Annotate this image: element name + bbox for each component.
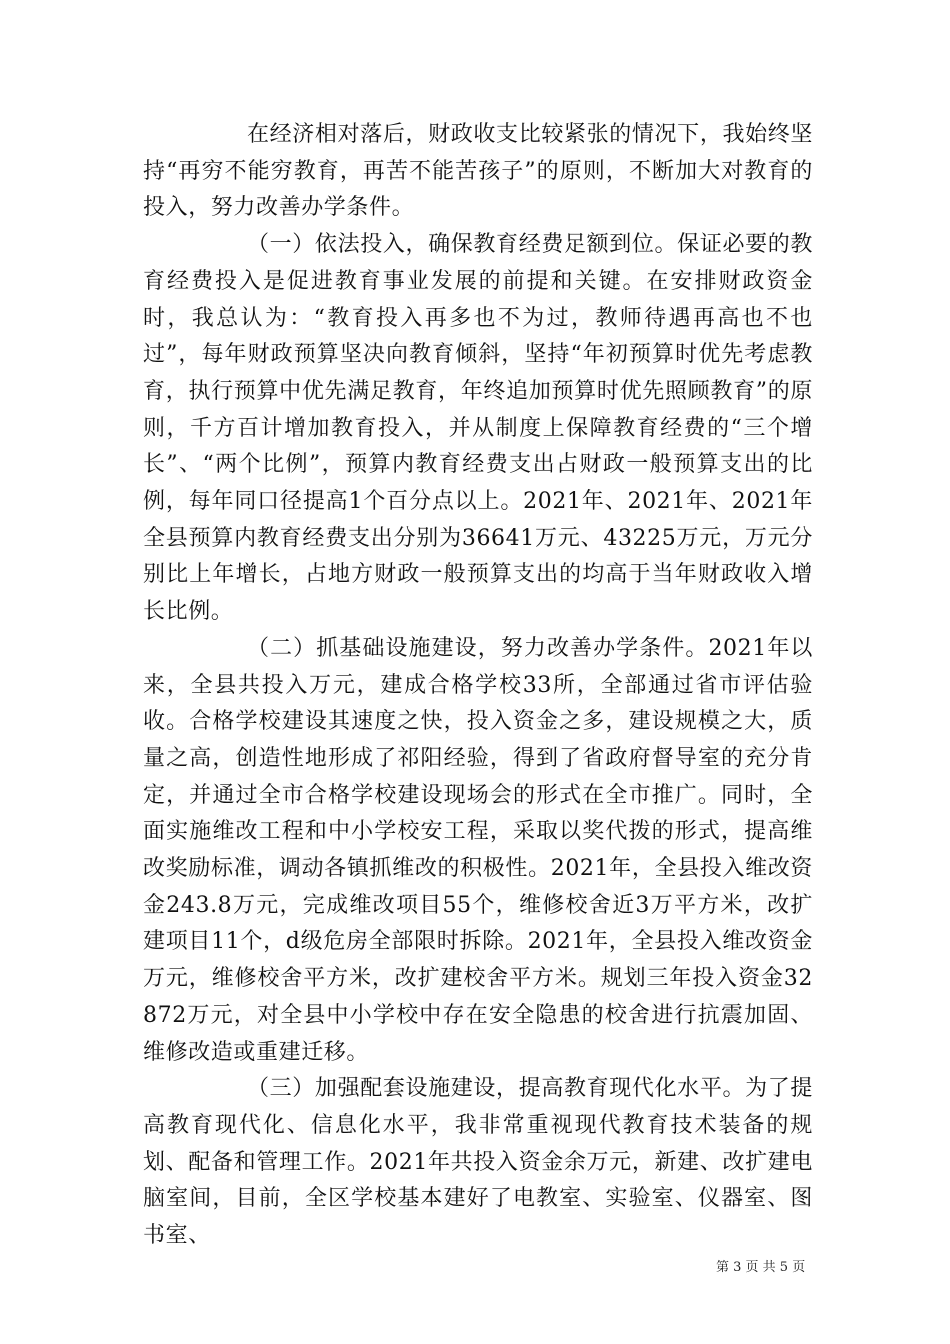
paragraph-section-1: （一）依法投入，确保教育经费足额到位。保证必要的教育经费投入是促进教育事业发展的前提和关键。在安排财政资金时，我总认为：“教育投入再多也不为过，教师待遇再高也不也过”，每年财政预算坚决向教育倾斜，坚持“年初预算时优先考虑教育，执行预算中优先满足教育，年终追加预算时优先照顾教育”的原则，千方百计增加教育投入，并从制度上保障教育经费的“三个增长”、“两个比例”，预算内教育经费支出占财政一般预算支出的比例，每年同口径提高1个百分点以上。2021年、2021年、2021年全县预算内教育经费支出分别为36641万元、43225万元，万元分别比上年增长，占地方财政一般预算支出的均高于当年财政收入增长比例。 [143,232,813,625]
paragraph-intro: 在经济相对落后，财政收支比较紧张的情况下，我始终坚持“再穷不能穷教育，再苦不能苦孩子”的原则，不断加大对教育的投入，努力改善办学条件。 [143,122,813,221]
paragraph-section-2: （二）抓基础设施建设，努力改善办学条件。2021年以来，全县共投入万元，建成合格学校33所，全部通过省市评估验收。合格学校建设其速度之快，投入资金之多，建设规模之大，质量之高，创造性地形成了祁阳经验，得到了省政府督导室的充分肯定，并通过全市合格学校建设现场会的形式在全市推广。同时，全面实施维改工程和中小学校安工程，采取以奖代拨的形式，提高维改奖励标准，调动各镇抓维改的积极性。2021年，全县投入维改资金243.8万元，完成维改项目55个，维修校舍近3万平方米，改扩建项目11个，d级危房全部限时拆除。2021年，全县投入维改资金万元，维修校舍平方米，改扩建校舍平方米。规划三年投入资金32872万元，对全县中小学校中存在安全隐患的校舍进行抗震加固、维修改造或重建迁移。 [143,635,813,1065]
paragraph-section-3: （三）加强配套设施建设，提高教育现代化水平。为了提高教育现代化、信息化水平，我非常重视现代教育技术装备的规划、配备和管理工作。2021年共投入资金余万元，新建、改扩建电脑室间，目前，全区学校基本建好了电教室、实验室、仪器室、图书室、 [143,1076,813,1249]
document-body [143,117,813,1255]
page-number-footer: 第 3 页 共 5 页 [716,1260,806,1275]
